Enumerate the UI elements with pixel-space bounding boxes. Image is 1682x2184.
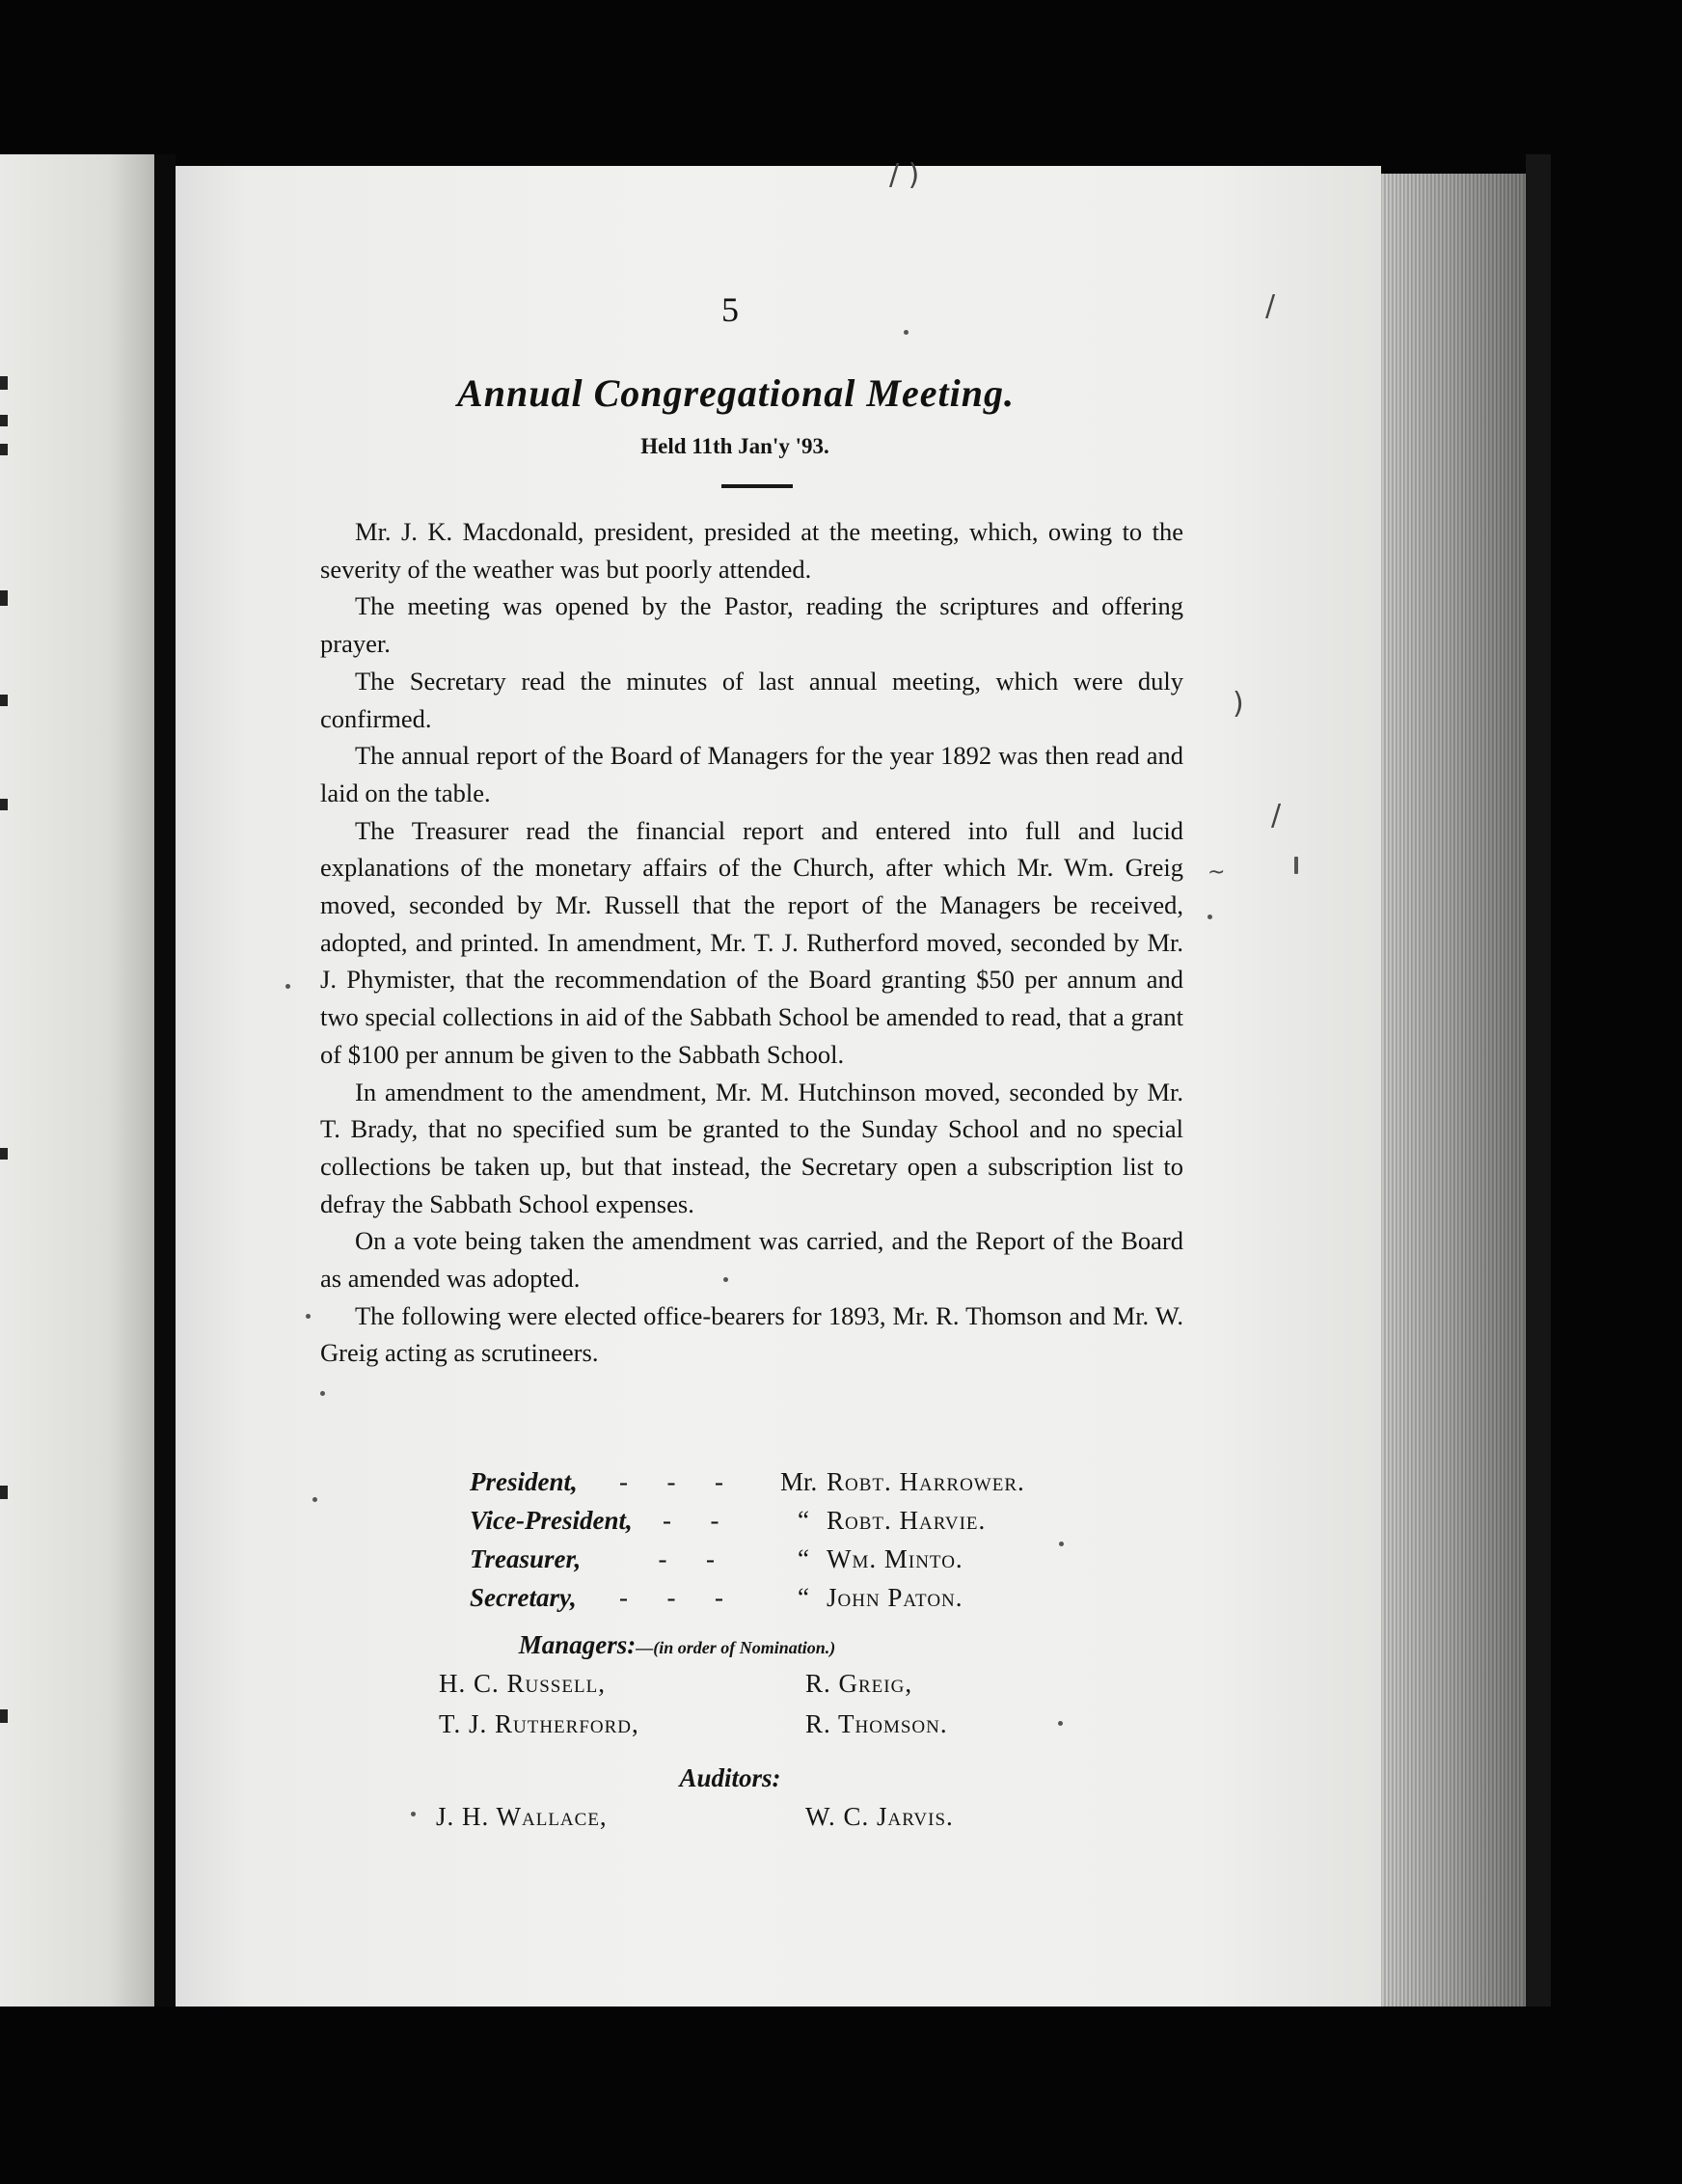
officer-name: Robt. Harrower. — [827, 1467, 1025, 1496]
pencil-mark: ~ — [1207, 860, 1226, 885]
officer-role: President, — [470, 1467, 578, 1496]
paragraph: The Treasurer read the financial report and entered into full and lucid explanations of the monetary affairs of the Church, after which Mr. Wm. Greig moved, seconded by Mr. Russell that the report of the Managers be received, adopted, and printed. In amendment, Mr. T. J. Rutherford moved, seconded by Mr. J. Phymister, that the recommendation of the Board granting $50 per annum and two special collections in aid of the Sabbath School be amended to read, that a grant of $100 per annum be given to the Sabbath School. — [320, 815, 1183, 1069]
speck — [1059, 1542, 1064, 1546]
speck — [411, 1812, 416, 1816]
print-mark — [0, 590, 8, 606]
speck — [285, 984, 290, 989]
speck — [723, 1277, 728, 1282]
pencil-mark: ) — [1233, 687, 1244, 721]
office-bearers-list — [470, 1462, 1106, 1617]
officer-prefix: “ — [798, 1544, 809, 1573]
pencil-mark: / — [1271, 799, 1282, 833]
leader-dashes: - - - — [619, 1583, 723, 1612]
page-title: Annual Congregational Meeting. — [457, 371, 1015, 415]
officer-row — [470, 1540, 1106, 1578]
paragraph: The meeting was opened by the Pastor, reading the scriptures and offering prayer. — [320, 591, 1183, 659]
print-mark — [0, 415, 8, 426]
print-mark — [0, 1148, 8, 1160]
managers-note: —(in order of Nomination.) — [636, 1638, 836, 1657]
manager-name: R. Greig, — [805, 1669, 913, 1698]
officer-name: Wm. Minto. — [827, 1544, 963, 1573]
print-mark — [0, 1709, 8, 1723]
speck — [320, 1391, 325, 1396]
managers-names — [439, 1669, 1114, 1756]
book-cover-edge — [1526, 154, 1551, 2007]
speck — [306, 1314, 311, 1319]
managers-label: Managers: — [518, 1630, 637, 1659]
auditor-name: J. H. Wallace, — [436, 1802, 608, 1831]
officer-row — [470, 1578, 1106, 1617]
paragraph: The following were elected office-bearers for 1893, Mr. R. Thomson and Mr. W. Greig acting as scrutineers. — [320, 1300, 1183, 1368]
print-mark — [0, 444, 8, 455]
officer-prefix: “ — [798, 1506, 809, 1535]
book-page-edges — [1381, 174, 1526, 2007]
print-mark — [0, 799, 8, 810]
officer-name: Robt. Harvie. — [827, 1506, 987, 1535]
officer-prefix: Mr. — [780, 1467, 818, 1496]
leader-dashes: - - — [663, 1506, 719, 1535]
pencil-mark: / — [1265, 289, 1276, 323]
auditors-heading: Auditors: — [679, 1763, 781, 1792]
print-mark — [0, 1486, 8, 1499]
speck — [1058, 1721, 1063, 1726]
managers-heading — [176, 1630, 1381, 1660]
leader-dashes: - - - — [619, 1467, 723, 1496]
speck — [312, 1497, 317, 1502]
print-mark — [0, 695, 8, 706]
speck — [904, 330, 909, 335]
officer-row — [470, 1501, 1106, 1540]
auditors-names — [436, 1802, 1111, 1844]
manager-name: H. C. Russell, — [439, 1669, 606, 1698]
officer-role: Vice-President, — [470, 1506, 633, 1535]
officer-role: Treasurer, — [470, 1544, 582, 1573]
title-rule — [721, 484, 793, 488]
manager-name: T. J. Rutherford, — [439, 1709, 639, 1738]
leader-dashes: - - — [619, 1544, 715, 1573]
pencil-mark: / ) — [889, 158, 920, 192]
officer-prefix: “ — [798, 1583, 809, 1612]
facing-page-edge — [0, 154, 154, 2007]
manager-name: R. Thomson. — [805, 1709, 948, 1738]
print-mark — [0, 376, 8, 390]
book-gutter — [154, 154, 176, 2007]
page-subtitle: Held 11th Jan'y '93. — [640, 434, 829, 458]
paragraph: In amendment to the amendment, Mr. M. Hutchinson moved, seconded by Mr. T. Brady, that no specified sum be granted to the Sunday School and no special collections be taken up, but that instead, the Secretary open a subscription list to defray the Sabbath School expenses. — [320, 1077, 1183, 1218]
auditor-name: W. C. Jarvis. — [805, 1802, 954, 1831]
officer-name: John Paton. — [827, 1583, 963, 1612]
speck — [1207, 915, 1212, 919]
speck — [1294, 857, 1298, 874]
paragraph: Mr. J. K. Macdonald, president, presided at the meeting, which, owing to the severity of the weather was but poorly attended. — [320, 517, 1183, 584]
page — [176, 158, 1381, 2007]
officer-row — [470, 1462, 1106, 1501]
minutes-text — [320, 513, 1183, 1372]
paragraph: The Secretary read the minutes of last annual meeting, which were duly confirmed. — [320, 666, 1183, 733]
officer-role: Secretary, — [470, 1583, 577, 1612]
paragraph: On a vote being taken the amendment was carried, and the Report of the Board as amended was adopted. — [320, 1226, 1183, 1294]
paragraph: The annual report of the Board of Managers for the year 1892 was then read and laid on the table. — [320, 741, 1183, 807]
page-number: 5 — [721, 290, 739, 329]
